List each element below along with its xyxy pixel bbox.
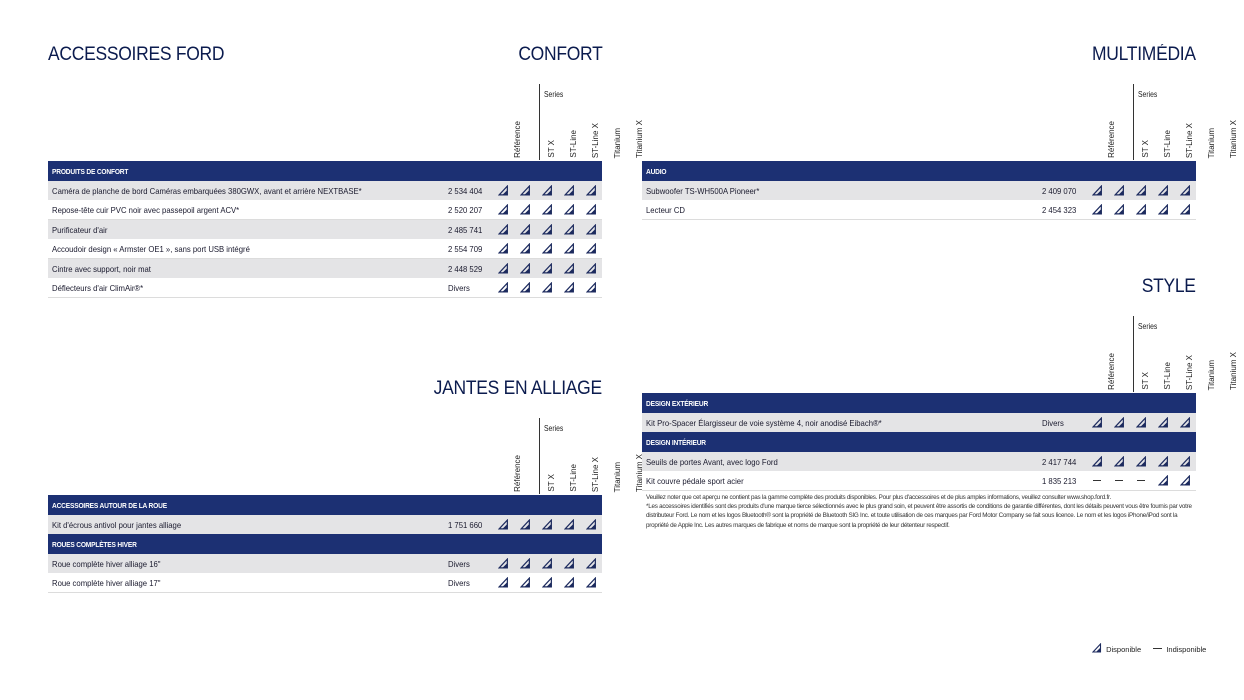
category-header [48, 495, 602, 515]
available-icon [1180, 185, 1191, 196]
table-row [48, 259, 602, 279]
available-icon [542, 263, 553, 274]
available-icon [520, 185, 531, 196]
available-icon [520, 204, 531, 215]
series-column-label: ST-Line X [591, 122, 600, 158]
available-icon [498, 558, 509, 569]
available-icon [586, 204, 597, 215]
available-icon [542, 185, 553, 196]
table-row [642, 452, 1196, 472]
category-header [642, 393, 1196, 413]
series-divider [1133, 316, 1134, 392]
available-icon [564, 282, 575, 293]
table-row [642, 200, 1196, 220]
accessory-name: Déflecteurs d'air ClimAir®* [52, 283, 144, 293]
section-title-style: STYLE [1141, 276, 1196, 297]
accessory-name: Roue complète hiver alliage 17" [52, 578, 161, 588]
available-icon [564, 185, 575, 196]
available-icon [498, 243, 509, 254]
available-icon [498, 282, 509, 293]
series-label: Series [1138, 322, 1158, 331]
available-icon [1180, 475, 1191, 486]
available-icon [564, 577, 575, 588]
available-icon [1158, 204, 1169, 215]
available-icon [586, 558, 597, 569]
available-icon [564, 224, 575, 235]
series-column-label: ST-Line [1163, 130, 1172, 158]
available-icon [542, 558, 553, 569]
reference-value: 1 751 660 [448, 519, 483, 530]
available-icon [564, 204, 575, 215]
series-column-label: ST-Line X [1185, 354, 1194, 390]
column-header [1085, 84, 1238, 160]
reference-value: 1 835 213 [1042, 476, 1077, 486]
series-column-label: ST-Line X [591, 456, 600, 492]
reference-value: 2 485 741 [448, 224, 483, 235]
column-header [491, 418, 644, 494]
available-icon [586, 224, 597, 235]
accessory-name: Subwoofer TS-WH500A Pioneer* [646, 185, 760, 196]
available-icon [498, 519, 509, 530]
category-header [642, 161, 1196, 181]
series-divider [539, 84, 540, 160]
accessory-name: Roue complète hiver alliage 16" [52, 558, 161, 569]
legend [1092, 643, 1206, 654]
reference-value: Divers [448, 283, 470, 293]
reference-value: Divers [448, 578, 470, 588]
available-icon [1092, 643, 1102, 653]
available-icon [542, 204, 553, 215]
reference-column-label: Référence [513, 121, 522, 158]
series-column-label: ST-Line [569, 130, 578, 158]
available-icon [1114, 417, 1125, 428]
available-icon [498, 185, 509, 196]
table-row [48, 181, 602, 201]
unavailable-icon [1137, 480, 1145, 481]
series-divider [539, 418, 540, 494]
available-icon [564, 263, 575, 274]
section-title-multimedia: MULTIMÉDIA [1092, 44, 1196, 65]
section-title-confort: CONFORT [517, 44, 602, 65]
available-icon [520, 519, 531, 530]
available-icon [520, 577, 531, 588]
accessory-name: Accoudoir design « Armster OE1 », sans port USB intégré [52, 244, 250, 254]
accessory-name: Kit Pro-Spacer Élargisseur de voie système 4, noir anodisé Eibach®* [646, 417, 882, 428]
category-label: AUDIO [646, 167, 667, 176]
available-icon [542, 577, 553, 588]
legend-unavailable-label: Indisponible [1166, 645, 1207, 654]
reference-value: 2 448 529 [448, 263, 483, 274]
category-header [48, 161, 602, 181]
available-icon [520, 282, 531, 293]
available-icon [1180, 204, 1191, 215]
available-icon [586, 243, 597, 254]
available-icon [520, 558, 531, 569]
available-icon [1158, 456, 1169, 467]
table-row [642, 471, 1196, 491]
series-label: Series [544, 90, 564, 99]
available-icon [586, 519, 597, 530]
unavailable-icon [1115, 480, 1123, 481]
available-icon [564, 243, 575, 254]
table-row [48, 515, 602, 535]
accessory-name: Cintre avec support, noir mat [52, 263, 151, 274]
table-row [48, 220, 602, 240]
available-icon [1158, 417, 1169, 428]
available-icon [1136, 185, 1147, 196]
accessory-name: Lecteur CD [646, 205, 685, 215]
available-icon [564, 558, 575, 569]
series-column-label: ST-Line [569, 464, 578, 492]
available-icon [1092, 185, 1103, 196]
available-icon [1092, 417, 1103, 428]
reference-value: 2 520 207 [448, 205, 483, 215]
available-icon [1092, 204, 1103, 215]
available-icon [1158, 185, 1169, 196]
available-icon [1180, 417, 1191, 428]
legend-available-label: Disponible [1106, 645, 1142, 654]
available-icon [1136, 204, 1147, 215]
footnote [646, 493, 1194, 530]
series-column-label: Titanium X [635, 454, 644, 492]
available-icon [1114, 204, 1125, 215]
category-label: ACCESSOIRES AUTOUR DE LA ROUE [52, 501, 167, 510]
accessory-table [642, 161, 1196, 220]
available-icon [1180, 456, 1191, 467]
available-icon [1136, 456, 1147, 467]
series-column-label: Titanium [613, 127, 622, 158]
series-label: Series [544, 424, 564, 433]
available-icon [586, 282, 597, 293]
category-label: PRODUITS DE CONFORT [52, 167, 129, 176]
available-icon [498, 577, 509, 588]
reference-value: 2 554 709 [448, 244, 483, 254]
category-header [642, 432, 1196, 452]
available-icon [520, 243, 531, 254]
series-column-label: ST-Line [1163, 362, 1172, 390]
series-column-label: Titanium X [1229, 120, 1238, 158]
available-icon [542, 282, 553, 293]
accessory-name: Purificateur d'air [52, 224, 108, 235]
accessory-table [48, 495, 602, 593]
reference-column-label: Référence [1107, 121, 1116, 158]
table-row [642, 181, 1196, 201]
available-icon [542, 224, 553, 235]
section-title-jantes: JANTES EN ALLIAGE [433, 378, 602, 399]
accessory-name: Caméra de planche de bord Caméras embarquées 380GWX, avant et arrière NEXTBASE* [52, 185, 362, 196]
column-header [491, 84, 644, 160]
series-column-label: Titanium [1207, 359, 1216, 390]
reference-value: 2 409 070 [1042, 185, 1077, 196]
available-icon [1092, 456, 1103, 467]
series-column-label: Titanium X [1229, 352, 1238, 390]
unavailable-icon [1153, 648, 1162, 649]
available-icon [1136, 417, 1147, 428]
available-icon [586, 577, 597, 588]
series-column-label: ST X [547, 474, 556, 492]
available-icon [1114, 185, 1125, 196]
available-icon [498, 263, 509, 274]
series-column-label: Titanium [1207, 127, 1216, 158]
reference-value: 2 417 744 [1042, 456, 1077, 467]
accessory-name: Seuils de portes Avant, avec logo Ford [646, 456, 778, 467]
available-icon [542, 243, 553, 254]
page-title-accessoires: ACCESSOIRES FORD [48, 44, 225, 65]
table-row [642, 413, 1196, 433]
reference-value: Divers [1042, 417, 1064, 428]
available-icon [542, 519, 553, 530]
reference-column-label: Référence [513, 455, 522, 492]
series-column-label: ST X [1141, 372, 1150, 390]
available-icon [498, 204, 509, 215]
available-icon [520, 263, 531, 274]
unavailable-icon [1093, 480, 1101, 481]
reference-value: Divers [448, 558, 470, 569]
reference-value: 2 534 404 [448, 185, 483, 196]
table-row [48, 239, 602, 259]
table-row [48, 200, 602, 220]
column-header [1085, 316, 1238, 392]
category-label: ROUES COMPLÈTES HIVER [52, 540, 137, 549]
accessory-name: Repose-tête cuir PVC noir avec passepoil argent ACV* [52, 205, 240, 215]
available-icon [520, 224, 531, 235]
accessory-table [642, 393, 1196, 491]
category-label: DESIGN INTÉRIEUR [646, 438, 706, 447]
series-label: Series [1138, 90, 1158, 99]
available-icon [586, 185, 597, 196]
available-icon [564, 519, 575, 530]
series-column-label: ST X [547, 140, 556, 158]
accessory-name: Kit couvre pédale sport acier [646, 476, 744, 486]
reference-column-label: Référence [1107, 353, 1116, 390]
available-icon [1114, 456, 1125, 467]
table-row [48, 573, 602, 593]
available-icon [586, 263, 597, 274]
series-column-label: Titanium [613, 461, 622, 492]
table-row [48, 278, 602, 298]
series-column-label: ST X [1141, 140, 1150, 158]
accessory-table [48, 161, 602, 298]
available-icon [1158, 475, 1169, 486]
table-row [48, 554, 602, 574]
reference-value: 2 454 323 [1042, 205, 1077, 215]
footnote-line-2: *Les accessoires identifiés sont des produits d'une marque tierce sélectionnés avec le plus grand soin, et peuvent être assortis de conditions de garantie différentes, dont les détails peuvent vous être fournis par votre distributeur Ford. Le nom et les logos Bluetooth® sont la propriété de Bluetooth SIG Inc. et toute utilisation de ces marques par Ford Motor Company se fait sous licence. Le nom et les logos iPhone/iPod sont la propriété de Apple Inc. Les autres marques de fabrique et noms de marque sont la propriété de leur détenteur respectif. [646, 503, 1192, 529]
series-column-label: Titanium X [635, 120, 644, 158]
series-column-label: ST-Line X [1185, 122, 1194, 158]
category-header [48, 534, 602, 554]
category-label: DESIGN EXTÉRIEUR [646, 399, 709, 408]
series-divider [1133, 84, 1134, 160]
available-icon [498, 224, 509, 235]
accessory-name: Kit d'écrous antivol pour jantes alliage [52, 519, 182, 530]
footnote-line-1: Veuillez noter que cet aperçu ne contient pas la gamme complète des produits disponibles. Pour plus d'accessoires et de plus amples informations, veuillez consulter www.shop.ford.fr. [646, 494, 1111, 501]
